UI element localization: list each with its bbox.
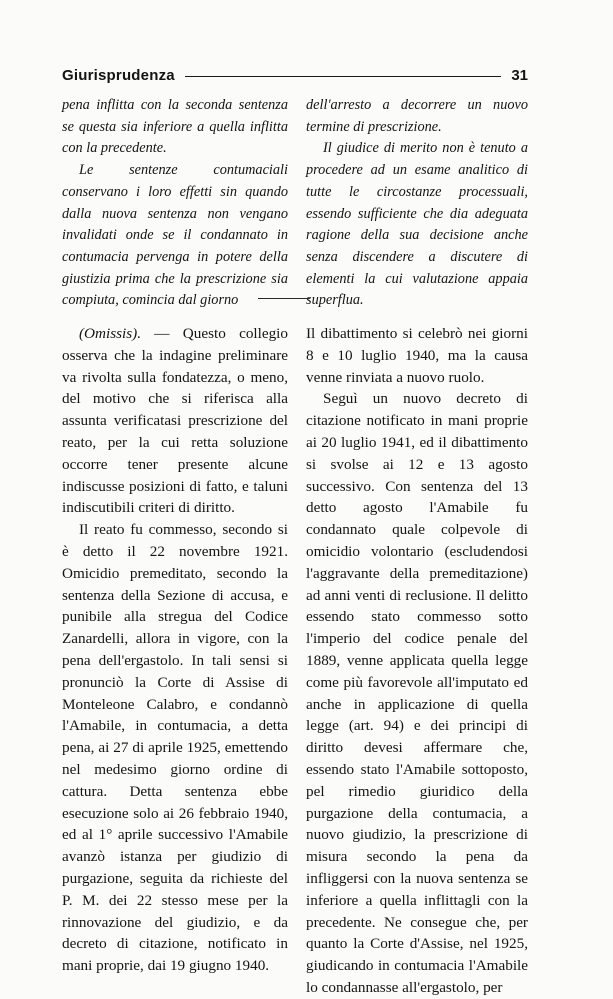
body-left-column [62,323,288,977]
maxim-paragraph: Il giudice di merito non è tenuto a procedere ad un esame analitico di tutte le circostanze processuali, essendo sufficiente che dia adeguata ragione della sua decisione anche senza discendere a discutere di elementi la cui valutazione appaia superflua. [306,140,528,309]
body-paragraph: Il dibattimento si celebrò nei giorni 8 e 10 luglio 1940, ma la causa venne rinviata a nuovo ruolo. [306,325,528,386]
page-number: 31 [511,66,528,84]
omissis-label: (Omissis). [79,325,142,342]
body-paragraph [62,323,288,519]
body-paragraph-text: — Questo collegio osserva che la indagine preliminare va rivolta sulla fondatezza, o meno, del motivo che si riferisca alla assunta verificatasi prescrizione del reato, per la cui retta soluzione occorre tener presente alcune indiscusse posizioni di fatto, e taluni indiscutibili criteri di diritto. [62,325,288,517]
body-paragraph: Seguì un nuovo decreto di citazione notificato in mani proprie ai 20 luglio 1941, ed il dibattimento si svolse ai 12 e 13 agosto successivo. Con sentenza del 13 detto agosto l'Amabile fu condannato quale colpevole di omicidio volontario (escludendosi l'aggravante della premeditazione) ad anni venti di reclusione. Il delitto essendo stato commesso sotto l'imperio del codice penale del 1889, venne applicata quella legge come più favorevole all'imputato ed anche in applicazione di quella legge (art. 94) e dei principi di diritto devesi affermare che, essendo stato l'Amabile sottoposto, pel rimedio giuridico della purgazione della contumacia, a nuovo giudizio, la prescrizione di misura secondo la pena da infliggersi con la nuova sentenza se inferiore a quella inflittagli con la precedente. Ne consegue che, per quanto la Corte d'Assise, nel 1925, giudicando in contumacia l'Amabile lo condannasse all'ergastolo, per [306,390,528,996]
maxim-paragraph: dell'arresto a decorrere un nuovo termine di prescrizione. [306,97,528,135]
body-paragraph: Il reato fu commesso, secondo si è detto il 22 novembre 1921. Omicidio premeditato, secondo la sentenza della Sezione di accusa, e punibile alla stregua del Codice Zanardelli, allora in vigore, con la pena dell'ergastolo. In tali sensi si pronunciò la Corte di Assise di Monteleone Calabro, e condannò l'Amabile, in contumacia, a detta pena, ai 27 di aprile 1925, emettendo nel medesimo giorno ordine di cattura. Detta sentenza ebbe esecuzione solo ai 26 febbraio 1940, ed al 1° aprile successivo l'Amabile avanzò istanza per giudizio di purgazione, seguita da richieste del P. M. dei 22 stesso mese per la rinnovazione del giudizio, e da decreto di citazione, notificato in mani proprie, dai 19 giugno 1940. [62,521,288,975]
maxim-left-column [62,95,288,312]
running-header [62,64,528,86]
maxim-right-column [306,95,528,312]
section-divider [258,298,310,299]
header-rule [185,76,501,77]
body-right-column [306,323,528,999]
section-title: Giurisprudenza [62,66,175,84]
maxim-paragraph: Le sentenze contumaciali conservano i loro effetti sin quando dalla nuova sentenza non vengano invalidati onde se il condannato in contumacia pervenga in potere della giustizia prima che la prescrizione sia compiuta, comincia dal giorno [62,162,288,309]
maxim-paragraph: pena inflitta con la seconda sentenza se questa sia inferiore a quella inflitta con la precedente. [62,97,288,157]
